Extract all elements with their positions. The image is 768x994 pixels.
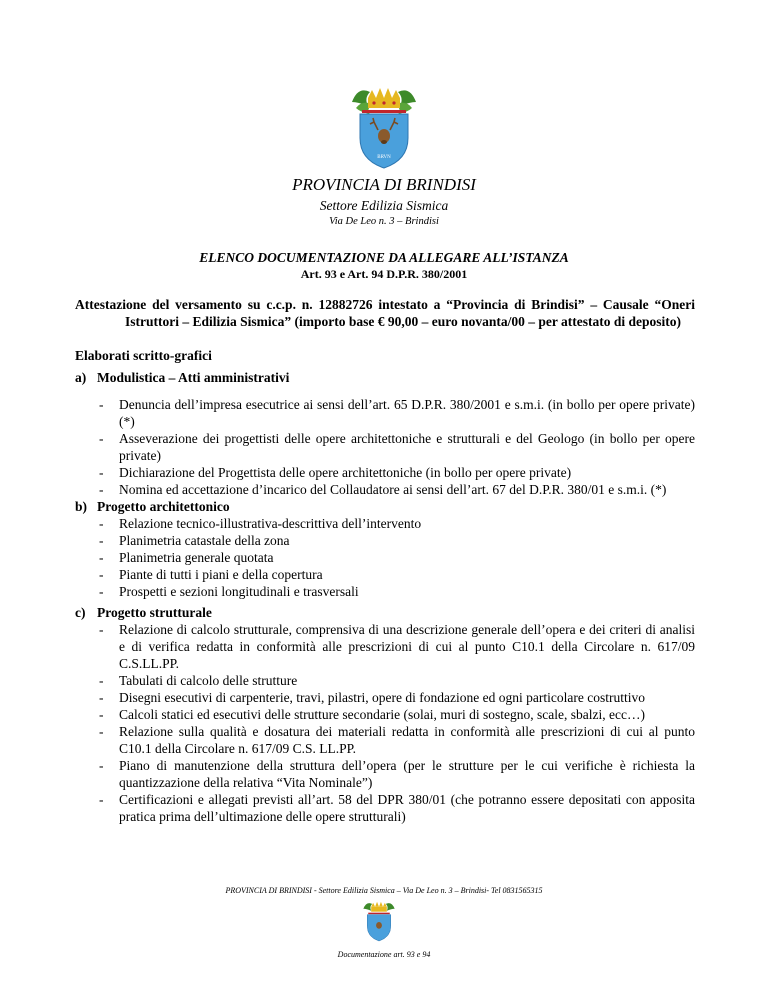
list-item: - Planimetria generale quotata [99,550,274,565]
section-c-list [97,621,695,825]
list-item: - Denuncia dell’impresa esecutrice ai sensi dell’art. 65 D.P.R. 380/2001 e s.m.i. (in bollo per opere private) (*) [99,397,695,429]
list-item: - Tabulati di calcolo delle strutture [99,673,298,688]
list-item: - Prospetti e sezioni longitudinali e trasversali [99,584,359,599]
sector-address: Via De Leo n. 3 – Brindisi [329,216,439,227]
sector-name: Settore Edilizia Sismica [319,198,449,213]
footer-doc-label: Documentazione art. 93 e 94 [337,950,431,959]
document-subtitle: Art. 93 e Art. 94 D.P.R. 380/2001 [300,267,468,281]
section-title-text: Progetto strutturale [97,605,212,620]
section-b-title [75,498,230,515]
list-item: - Calcoli statici ed esecutivi delle strutture secondarie (solai, muri di sostegno, scale, sbalzi, ecc…) [99,707,645,722]
list-item: - Piano di manutenzione della struttura dell’opera (per le strutture per le cui verifiche è richiesta la quantizzazione della relativa “Vita Nominale”) [99,758,695,790]
section-letter: c) [75,605,86,620]
province-crest-icon [348,80,420,170]
province-name: PROVINCIA DI BRINDISI [292,175,476,194]
section-a-list [97,396,695,498]
section-b-list [97,515,695,600]
list-item: - Asseverazione dei progettisti delle opere architettoniche e strutturali e del Geologo (in bollo per opere private) [99,431,695,463]
section-letter: b) [75,499,88,514]
section-title-text: Progetto architettonico [97,499,230,514]
list-item: - Relazione di calcolo strutturale, comprensiva di una descrizione generale dell’opera e dei criteri di analisi e di verifica redatta in conformità alle prescrizioni di cui al punto C10.1 della Circolare n. 617/09 C.S.LL.PP. [99,622,695,671]
section-a-title [75,369,289,386]
list-item: - Dichiarazione del Progettista delle opere architettoniche (in bollo per opere private) [99,465,572,480]
list-item: - Certificazioni e allegati previsti all’art. 58 del DPR 380/01 (che potranno essere depositati con apposita pratica prima dell’ultimazione delle opere strutturali) [99,792,695,824]
footer-crest-icon [361,898,397,942]
document-title: ELENCO DOCUMENTAZIONE DA ALLEGARE ALL’ISTANZA [199,250,569,265]
crest-motto: BRVN [377,155,391,160]
section-c-title [75,604,212,621]
section-title-text: Modulistica – Atti amministrativi [97,370,290,385]
footer-line: PROVINCIA DI BRINDISI - Settore Edilizia Sismica – Via De Leo n. 3 – Brindisi- Tel 0831565315 [225,886,543,895]
section-letter: a) [75,370,87,385]
list-item: - Nomina ed accettazione d’incarico del Collaudatore ai sensi dell’art. 67 del D.P.R. 380/01 e s.m.i. (*) [99,482,667,497]
list-item: - Disegni esecutivi di carpenterie, travi, pilastri, opere di fondazione ed ogni particolare costruttivo [99,690,645,705]
list-item: - Piante di tutti i piani e della copertura [99,567,323,582]
list-item: - Planimetria catastale della zona [99,533,290,548]
payment-attestation: Attestazione del versamento su c.c.p. n. 12882726 intestato a “Provincia di Brindisi” – Causale “Oneri Istruttori – Edilizia Sismica” (importo base € 90,00 – euro novanta/00 – per attestato di deposito) [75,297,695,329]
list-item: - Relazione tecnico-illustrativa-descrittiva dell’intervento [99,516,422,531]
list-item: - Relazione sulla qualità e dosatura dei materiali redatta in conformità alle prescrizioni di cui al punto C10.1 della Circolare n. 617/09 C.S. LL.PP. [99,724,695,756]
elaborati-heading: Elaborati scritto-grafici [75,348,212,363]
